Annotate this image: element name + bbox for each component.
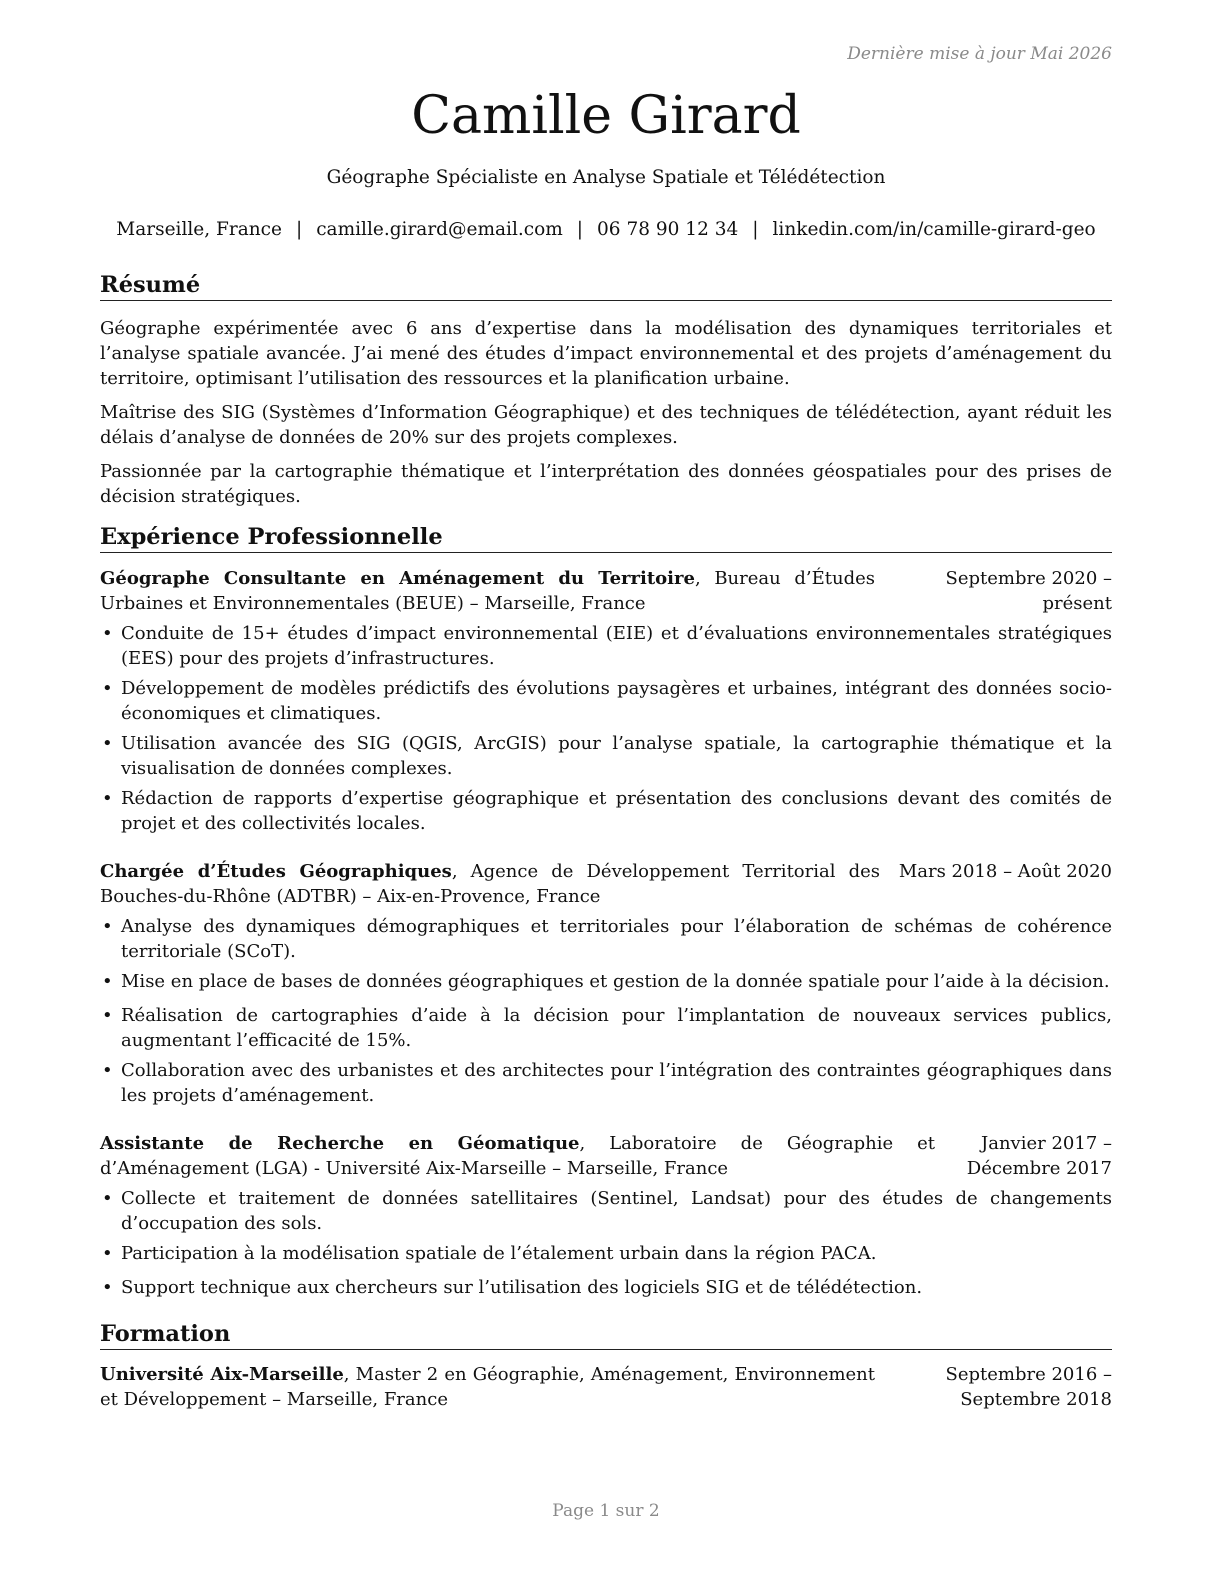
job-title: Géographe Consultante en Aménagement du Territoire <box>100 568 695 589</box>
experience-entry <box>100 566 1112 836</box>
page-number: Page 1 sur 2 <box>552 1501 660 1521</box>
headline: Géographe Spécialiste en Analyse Spatiale et Télédétection <box>326 167 886 188</box>
section-title-education: Formation <box>100 1319 1112 1350</box>
contact-separator: | <box>295 219 303 240</box>
contact-email[interactable]: camille.girard@email.com <box>316 219 563 240</box>
summary-paragraph: Maîtrise des SIG (Systèmes d’Information Géographique) et des techniques de télédétection, ayant réduit les délais d’analyse de données de 20% sur des projets complexes. <box>100 402 1112 448</box>
job-dates: Mars 2018 – Août 2020 <box>898 861 1112 882</box>
contact-separator: | <box>752 219 759 240</box>
job-organization: , Bureau d’Études Urbaines et Environnementales (BEUE) – Marseille, France <box>100 568 875 614</box>
education-entry <box>100 1362 1112 1412</box>
experience-entry <box>100 859 1112 1108</box>
job-bullet: • Support technique aux chercheurs sur l’utilisation des logiciels SIG et de télédétection. <box>102 1277 923 1298</box>
school-name: Université Aix-Marseille <box>100 1364 344 1385</box>
job-bullet: • Utilisation avancée des SIG (QGIS, ArcGIS) pour l’analyse spatiale, la cartographie thématique et la visualisation de données complexes. <box>102 733 1112 779</box>
job-bullet: • Participation à la modélisation spatiale de l’étalement urbain dans la région PACA. <box>102 1243 877 1264</box>
job-bullet: • Développement de modèles prédictifs des évolutions paysagères et urbaines, intégrant des données socio-économiques et climatiques. <box>102 678 1112 724</box>
job-bullet: • Analyse des dynamiques démographiques et territoriales pour l’élaboration de schémas de cohérence territoriale (SCoT). <box>102 916 1112 962</box>
section-title-summary: Résumé <box>100 270 1112 301</box>
job-dates: Septembre 2020 – présent <box>945 568 1112 614</box>
contact-location: Marseille, France <box>116 219 282 240</box>
bullet-icon: • <box>102 678 113 699</box>
last-updated: Dernière mise à jour Mai 2026 <box>847 44 1112 64</box>
education-section <box>100 1319 1112 1350</box>
contact-phone: 06 78 90 12 34 <box>597 219 739 240</box>
job-bullet: • Collaboration avec des urbanistes et des architectes pour l’intégration des contraintes géographiques dans les projets d’aménagement. <box>102 1060 1112 1106</box>
job-bullet: • Réalisation de cartographies d’aide à la décision pour l’implantation de nouveaux services publics, augmentant l’efficacité de 15%. <box>102 1005 1112 1051</box>
education-dates: Septembre 2016 – Septembre 2018 <box>945 1364 1112 1410</box>
bullet-icon: • <box>102 1277 113 1298</box>
job-bullet: • Conduite de 15+ études d’impact environnemental (EIE) et d’évaluations environnementales stratégiques (EES) pour des projets d’infrastructures. <box>102 623 1112 669</box>
bullet-icon: • <box>102 971 113 992</box>
candidate-name: Camille Girard <box>411 86 801 146</box>
bullet-icon: • <box>102 1060 113 1081</box>
summary-paragraph: Passionnée par la cartographie thématique et l’interprétation des données géospatiales pour des prises de décision stratégiques. <box>100 461 1112 507</box>
bullet-icon: • <box>102 916 113 937</box>
job-bullet: • Rédaction de rapports d’expertise géographique et présentation des conclusions devant des comités de projet et des collectivités locales. <box>102 788 1112 834</box>
bullet-icon: • <box>102 788 113 809</box>
bullet-icon: • <box>102 1005 113 1026</box>
bullet-icon: • <box>102 1243 113 1264</box>
experience-section <box>100 522 1112 553</box>
summary-paragraph: Géographe expérimentée avec 6 ans d’expertise dans la modélisation des dynamiques territoriales et l’analyse spatiale avancée. J’ai mené des études d’impact environnemental et des projets d’aménagement du territoire, optimisant l’utilisation des ressources et la planification urbaine. <box>100 318 1112 389</box>
job-bullet: • Mise en place de bases de données géographiques et gestion de la donnée spatiale pour l’aide à la décision. <box>102 971 1110 992</box>
summary-section <box>100 270 1112 509</box>
job-title: Chargée d’Études Géographiques <box>100 861 452 882</box>
job-title: Assistante de Recherche en Géomatique <box>100 1133 580 1154</box>
bullet-icon: • <box>102 733 113 754</box>
bullet-icon: • <box>102 623 113 644</box>
contact-separator: | <box>576 219 584 240</box>
degree: , Master 2 en Géographie, Aménagement, Environnement et Développement – Marseille, France <box>100 1364 875 1410</box>
contact-linkedin[interactable]: linkedin.com/in/camille-girard-geo <box>772 219 1096 240</box>
bullet-icon: • <box>102 1188 113 1209</box>
job-organization: , Agence de Développement Territorial des Bouches-du-Rhône (ADTBR) – Aix-en-Provence, France <box>100 861 880 907</box>
experience-entry <box>100 1131 1112 1300</box>
job-bullet: • Collecte et traitement de données satellitaires (Sentinel, Landsat) pour des études de changements d’occupation des sols. <box>102 1188 1112 1234</box>
contact-line <box>0 219 1212 240</box>
job-organization: , Laboratoire de Géographie et d’Aménagement (LGA) - Université Aix-Marseille – Marseille, France <box>100 1133 935 1179</box>
job-dates: Janvier 2017 – Décembre 2017 <box>966 1133 1112 1179</box>
section-title-experience: Expérience Professionnelle <box>100 522 1112 553</box>
